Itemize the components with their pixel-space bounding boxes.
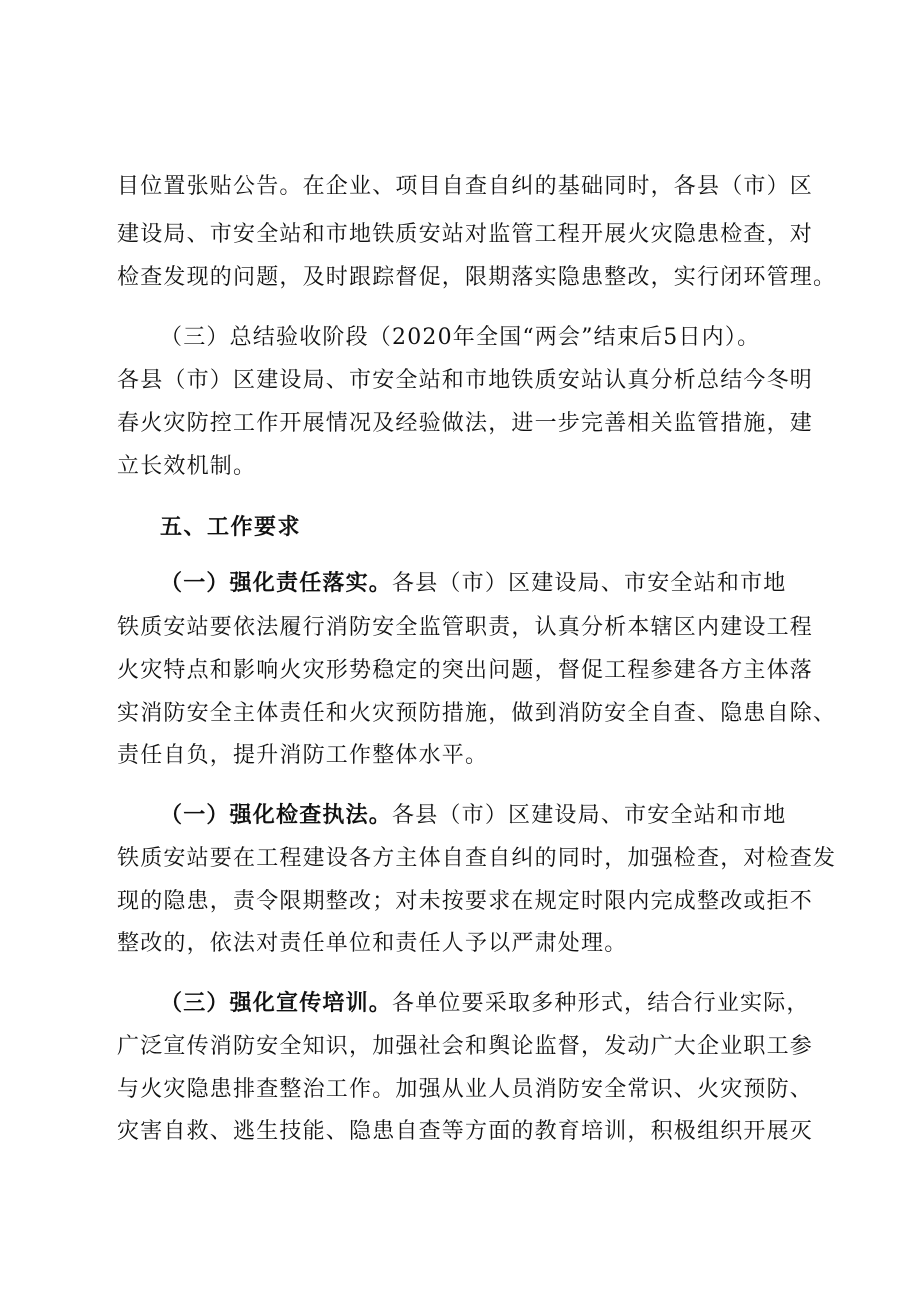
paragraph-5-line-4: 灾害自救、逃生技能、隐患自查等方面的教育培训，积极组织开展灭 [117,1119,814,1144]
paragraph-3-title: （一）强化责任落实。 [160,571,393,596]
paragraph-4-title: （一）强化检查执法。 [160,803,393,828]
paragraph-4-line-3: 现的隐患，责令限期整改；对未按要求在规定时限内完成整改或拒不 [117,889,814,914]
paragraph-3-line-3: 火灾特点和影响火灾形势稳定的突出问题，督促工程参建各方主体落 [117,658,814,683]
paragraph-5-line-1 [160,989,820,1019]
paragraph-5-line-3: 与火灾隐患排查整治工作。加强从业人员消防安全常识、火灾预防、 [117,1077,814,1102]
paragraph-2-line-3: 春火灾防控工作开展情况及经验做法，进一步完善相关监管措施，建 [117,411,814,436]
paragraph-2-line-2: 各县（市）区建设局、市安全站和市地铁质安站认真分析总结今冬明 [117,368,814,393]
paragraph-5-line-1-text: 各单位要采取多种形式，结合行业实际， [392,991,810,1016]
paragraph-3-line-2: 铁质安站要依法履行消防安全监管职责，认真分析本辖区内建设工程 [117,615,814,640]
paragraph-3-line-5: 责任自负，提升消防工作整体水平。 [117,743,489,768]
paragraph-4-line-1 [160,801,820,831]
section-heading: 五、工作要求 [160,515,302,540]
paragraph-2-line-1: （三）总结验收阶段（2020年全国“两会”结束后5日内）。 [160,325,761,350]
paragraph-4-line-1-text: 各县（市）区建设局、市安全站和市地 [392,803,787,828]
paragraph-5-line-2: 广泛宣传消防安全知识，加强社会和舆论监督，发动广大企业职工参 [117,1034,814,1059]
paragraph-4-line-2: 铁质安站要在工程建设各方主体自查自纠的同时，加强检查，对检查发 [117,846,837,871]
paragraph-3-line-1-text: 各县（市）区建设局、市安全站和市地 [392,571,787,596]
paragraph-1-line-3: 检查发现的问题，及时跟踪督促，限期落实隐患整改，实行闭环管理。 [117,265,837,290]
paragraph-3-line-4: 实消防安全主体责任和火灾预防措施，做到消防安全自查、隐患自除、 [117,701,837,726]
paragraph-4-line-4: 整改的，依法对责任单位和责任人予以严肃处理。 [117,931,628,956]
paragraph-5-title: （三）强化宣传培训。 [160,991,393,1016]
paragraph-1-line-2: 建设局、市安全站和市地铁质安站对监管工程开展火灾隐患检查，对 [117,222,814,247]
paragraph-1-line-1: 目位置张贴公告。在企业、项目自查自纠的基础同时，各县（市）区 [117,174,814,199]
paragraph-2-line-4: 立长效机制。 [117,454,257,479]
paragraph-3-line-1 [160,569,820,599]
